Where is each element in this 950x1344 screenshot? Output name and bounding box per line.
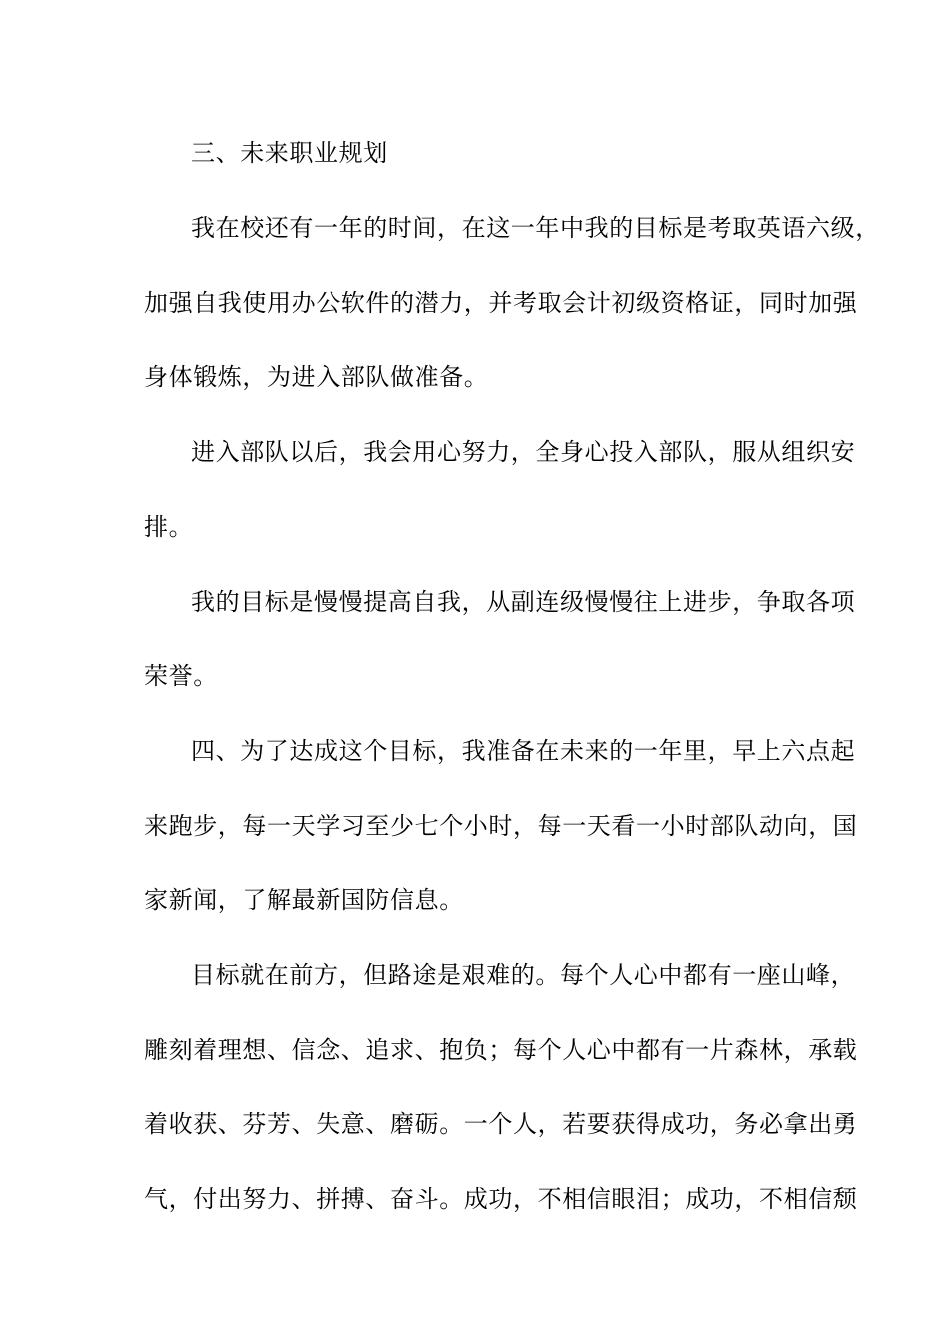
paragraph-line: 四、为了达成这个目标，我准备在未来的一年里，早上六点起 bbox=[191, 737, 856, 765]
paragraph-line: 目标就在前方，但路途是艰难的。每个人心中都有一座山峰， bbox=[191, 961, 856, 989]
paragraph-line: 我的目标是慢慢提高自我，从副连级慢慢往上进步，争取各项 bbox=[191, 588, 856, 616]
paragraph-line: 雕刻着理想、信念、追求、抱负；每个人心中都有一片森林，承载 bbox=[144, 1036, 858, 1064]
paragraph-line: 进入部队以后，我会用心努力，全身心投入部队，服从组织安 bbox=[191, 438, 856, 466]
paragraph-line: 荣誉。 bbox=[144, 662, 218, 690]
paragraph-line: 身体锻炼，为进入部队做准备。 bbox=[144, 363, 489, 391]
paragraph-line: 着收获、芬芳、失意、磨砺。一个人，若要获得成功，务必拿出勇 bbox=[144, 1110, 858, 1138]
paragraph-line: 排。 bbox=[144, 513, 194, 541]
paragraph-line: 来跑步，每一天学习至少七个小时，每一天看一小时部队动向，国 bbox=[144, 812, 858, 840]
paragraph-line: 加强自我使用办公软件的潜力，并考取会计初级资格证，同时加强 bbox=[144, 289, 858, 317]
paragraph-line: 气，付出努力、拼搏、奋斗。成功，不相信眼泪；成功，不相信颓 bbox=[144, 1185, 858, 1213]
paragraph-line: 家新闻，了解最新国防信息。 bbox=[144, 886, 464, 914]
paragraph-line: 我在校还有一年的时间，在这一年中我的目标是考取英语六级， bbox=[191, 214, 880, 242]
section-heading: 三、未来职业规划 bbox=[191, 139, 388, 167]
